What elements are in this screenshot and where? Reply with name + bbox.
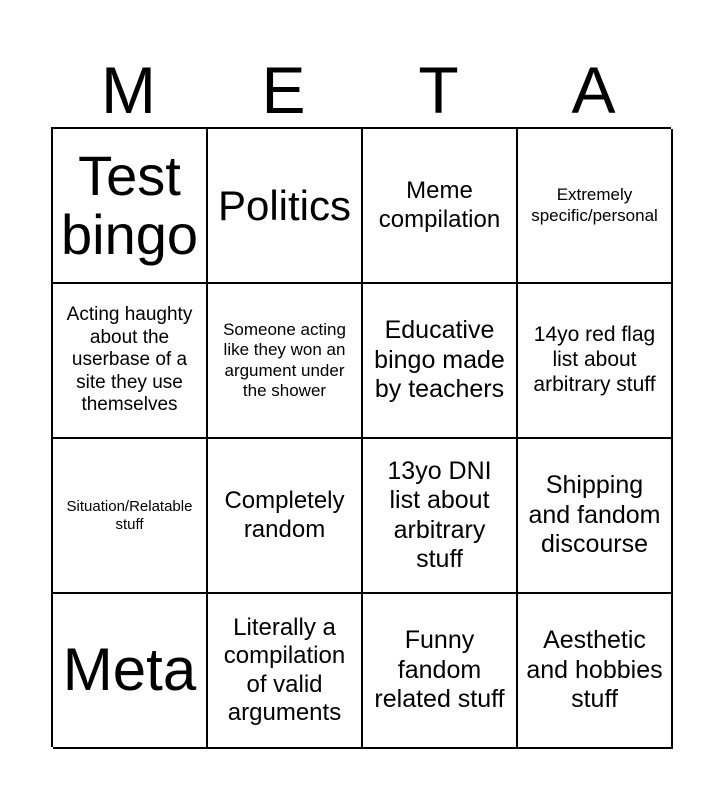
bingo-grid bbox=[51, 127, 671, 747]
bingo-cell[interactable] bbox=[363, 439, 518, 594]
bingo-cell[interactable] bbox=[53, 284, 208, 439]
cell-text: Aesthetic and hobbies stuff bbox=[526, 626, 663, 714]
bingo-cell[interactable] bbox=[53, 129, 208, 284]
bingo-header bbox=[51, 55, 671, 125]
cell-text: Meme compilation bbox=[378, 177, 501, 233]
cell-text: Shipping and fandom discourse bbox=[528, 471, 661, 559]
cell-text: Test bingo bbox=[60, 143, 199, 266]
bingo-cell[interactable] bbox=[363, 129, 518, 284]
bingo-cell[interactable] bbox=[208, 129, 363, 284]
bingo-cell[interactable] bbox=[518, 284, 673, 439]
cell-text: Completely random bbox=[224, 487, 345, 543]
cell-text: Someone acting like they won an argument under the shower bbox=[223, 320, 346, 400]
bingo-cell[interactable] bbox=[518, 129, 673, 284]
cell-text: Situation/Relatable stuff bbox=[66, 497, 193, 533]
bingo-cell[interactable] bbox=[363, 594, 518, 749]
bingo-cell[interactable] bbox=[518, 594, 673, 749]
bingo-cell[interactable] bbox=[53, 439, 208, 594]
bingo-cell[interactable] bbox=[208, 439, 363, 594]
bingo-cell[interactable] bbox=[518, 439, 673, 594]
cell-text: Literally a compilation of valid arguments bbox=[223, 613, 346, 726]
cell-text: Extremely specific/personal bbox=[531, 185, 658, 225]
bingo-cell[interactable] bbox=[53, 594, 208, 749]
header-letter-a: A bbox=[571, 53, 616, 127]
cell-text: Funny fandom related stuff bbox=[374, 626, 505, 714]
cell-text: Politics bbox=[217, 181, 352, 229]
cell-text: Meta bbox=[62, 636, 197, 704]
cell-text: Acting haughty about the userbase of a site they use themselves bbox=[66, 304, 193, 416]
header-letter-t: T bbox=[418, 53, 459, 127]
cell-text: Educative bingo made by teachers bbox=[374, 316, 505, 404]
bingo-cell[interactable] bbox=[208, 284, 363, 439]
bingo-cell[interactable] bbox=[363, 284, 518, 439]
bingo-cell[interactable] bbox=[208, 594, 363, 749]
header-letter-m: M bbox=[101, 53, 156, 127]
cell-text: 13yo DNI list about arbitrary stuff bbox=[387, 456, 492, 573]
cell-text: 14yo red flag list about arbitrary stuff bbox=[533, 323, 656, 396]
header-letter-e: E bbox=[261, 53, 306, 127]
